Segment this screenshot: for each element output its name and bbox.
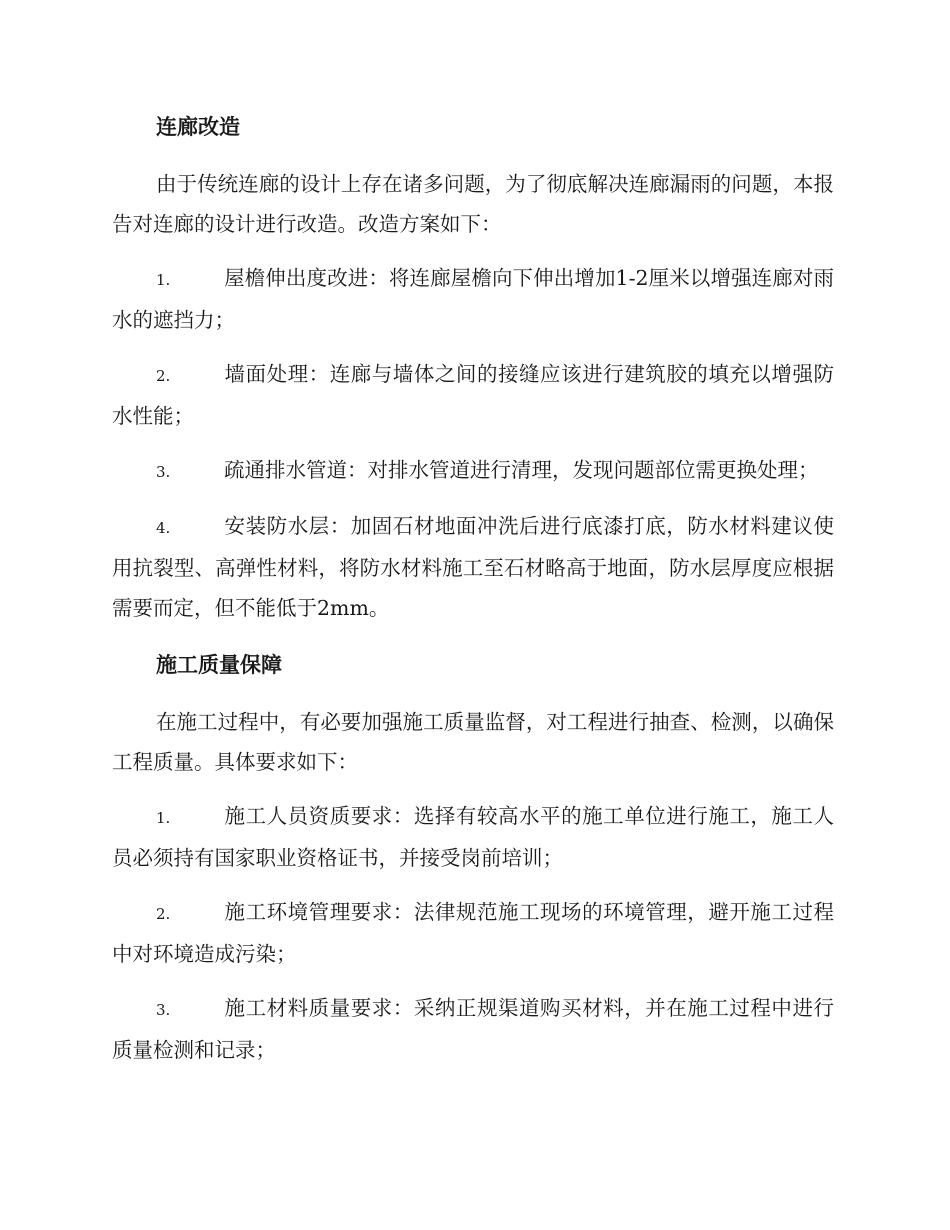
list-item-text: 施工环境管理要求：法律规范施工现场的环境管理，避开施工过程中对环境造成污染； (112, 900, 834, 966)
list-item (112, 258, 834, 340)
list-item (112, 892, 834, 974)
list-item-number: 2. (156, 367, 171, 385)
list-item (112, 796, 834, 878)
section-intro: 在施工过程中，有必要加强施工质量监督，对工程进行抽查、检测，以确保工程质量。具体要求如下： (112, 710, 834, 774)
list-item-number: 3. (156, 1001, 171, 1019)
list-item-text: 施工人员资质要求：选择有较高水平的施工单位进行施工，施工人员必须持有国家职业资格证书，并接受岗前培训； (112, 804, 834, 870)
list-item-number: 4. (156, 519, 171, 537)
list-item-text: 屋檐伸出度改进：将连廊屋檐向下伸出增加1-2厘米以增强连廊对雨水的遮挡力； (112, 266, 834, 332)
list-item-text: 安装防水层：加固石材地面冲洗后进行底漆打底，防水材料建议使用抗裂型、高弹性材料，将防水材料施工至石材略高于地面，防水层厚度应根据需要而定，但不能低于2mm。 (112, 514, 834, 620)
section-heading: 施工质量保障 (156, 652, 282, 677)
document-page (112, 104, 834, 1084)
list-item-text: 施工材料质量要求：采纳正规渠道购买材料，并在施工过程中进行质量检测和记录； (112, 996, 834, 1062)
list-item (112, 450, 834, 492)
list-item-text: 墙面处理：连廊与墙体之间的接缝应该进行建筑胶的填充以增强防水性能； (112, 362, 834, 428)
list-item (112, 506, 834, 628)
list-item (112, 988, 834, 1070)
list-item-number: 1. (156, 271, 171, 289)
list-item-number: 3. (156, 463, 171, 481)
section-intro: 由于传统连廊的设计上存在诸多问题，为了彻底解决连廊漏雨的问题，本报告对连廊的设计进行改造。改造方案如下： (112, 172, 834, 236)
list-item-number: 1. (156, 809, 171, 827)
section-heading: 连廊改造 (156, 114, 240, 139)
list-item-text: 疏通排水管道：对排水管道进行清理，发现问题部位需更换处理； (224, 458, 819, 482)
list-item (112, 354, 834, 436)
list-item-number: 2. (156, 905, 171, 923)
